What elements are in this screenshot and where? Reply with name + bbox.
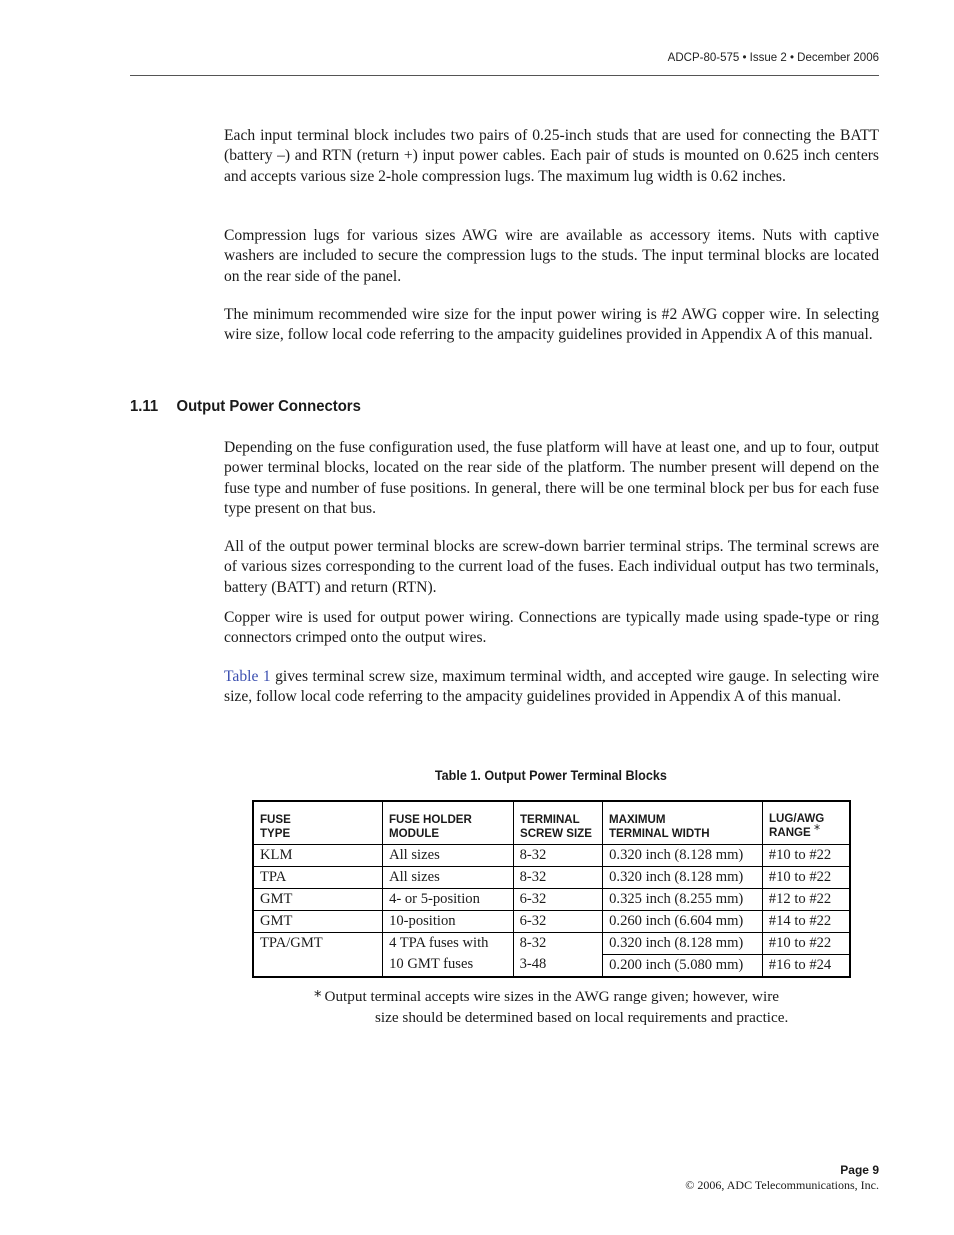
cell-screw-size: 8-32 3-48	[513, 933, 603, 978]
table-caption	[252, 767, 850, 783]
paragraph-minimum-wire-size: The minimum recommended wire size for the input power wiring is #2 AWG copper wire. In selecting wire size, follow local code referring to the ampacity guidelines provided in Appendix A of this manual.	[224, 306, 879, 344]
table-row	[253, 911, 850, 933]
header-lug-awg-range: LUG/AWG RANGE *	[762, 801, 850, 845]
cell-terminal-width: 0.325 inch (8.255 mm)	[603, 889, 763, 911]
cell-module: 4 TPA fuses with 10 GMT fuses	[383, 933, 514, 978]
cell-awg-range: #12 to #22	[762, 889, 850, 911]
cell-terminal-width: 0.320 inch (8.128 mm)	[603, 867, 763, 889]
footnote-line-1: Output terminal accepts wire sizes in the AWG range given; however, wire	[324, 988, 779, 1005]
page-footer	[500, 1162, 879, 1193]
cell-fuse-type: KLM	[253, 845, 383, 867]
paragraph-input-terminal-block: Each input terminal block includes two pairs of 0.25-inch studs that are used for connecting the BATT (battery –) and RTN (return +) input power cables. Each pair of studs is mounted on 0.625 inch centers and accepts various size 2-hole compression lugs. The maximum lug width is 0.62 inches.	[224, 127, 879, 185]
table-1-link[interactable]: Table 1	[224, 668, 271, 685]
cell-terminal-width: 0.320 inch (8.128 mm)	[603, 845, 763, 867]
cell-screw-size: 8-32	[513, 845, 603, 867]
cell-module: 10-position	[383, 911, 514, 933]
cell-fuse-type: TPA/GMT	[253, 933, 383, 978]
cell-awg-range: #10 to #22 #16 to #24	[762, 933, 850, 978]
header-fuse-holder-module: FUSE HOLDER MODULE	[383, 801, 514, 845]
header-terminal-screw-size: TERMINAL SCREW SIZE	[513, 801, 603, 845]
cell-screw-size: 8-32	[513, 867, 603, 889]
cell-screw-size: 6-32	[513, 889, 603, 911]
page-number: Page 9	[840, 1163, 879, 1177]
cell-awg-range: #14 to #22	[762, 911, 850, 933]
paragraph-barrier-strips: All of the output power terminal blocks are screw-down barrier terminal strips. The terminal screws are of various sizes corresponding to the current load of the fuses. Each individual output has two terminals, battery (BATT) and return (RTN).	[224, 538, 879, 596]
table-body	[253, 845, 850, 978]
cell-awg-range: #10 to #22	[762, 845, 850, 867]
cell-fuse-type: TPA	[253, 867, 383, 889]
cell-module: All sizes	[383, 867, 514, 889]
section-heading	[130, 398, 361, 416]
cell-fuse-type: GMT	[253, 911, 383, 933]
header-fuse-type: FUSE TYPE	[253, 801, 383, 845]
paragraph-fuse-configuration: Depending on the fuse configuration used, the fuse platform will have at least one, and up to four, output power terminal blocks, located on the rear side of the platform. The number present will depend on the fuse type and number of fuse positions. In general, there will be one terminal block per bus for each fuse type present on that bus.	[224, 439, 879, 517]
table-reference-text: gives terminal screw size, maximum terminal width, and accepted wire gauge. In selecting wire size, follow local code referring to the ampacity guidelines provided in Appendix A of this manual.	[224, 668, 879, 706]
cell-module: 4- or 5-position	[383, 889, 514, 911]
table-footnote	[314, 986, 844, 1028]
table-row	[253, 845, 850, 867]
footnote-marker: *	[813, 823, 820, 838]
footnote-line-2: size should be determined based on local requirements and practice.	[375, 1008, 789, 1026]
cell-screw-size: 6-32	[513, 911, 603, 933]
running-header: ADCP-80-575 • Issue 2 • December 2006	[667, 52, 879, 64]
table-header-row	[253, 801, 850, 845]
table-row	[253, 889, 850, 911]
output-power-terminal-table	[252, 800, 851, 978]
cell-module: All sizes	[383, 845, 514, 867]
footnote-asterisk: *	[314, 987, 322, 1005]
cell-awg-range: #10 to #22	[762, 867, 850, 889]
section-number: 1.11	[130, 398, 159, 415]
copyright-notice: © 2006, ADC Telecommunications, Inc.	[685, 1178, 879, 1192]
table-caption-text: Table 1. Output Power Terminal Blocks	[434, 767, 667, 783]
table-row-tpa-gmt	[253, 933, 850, 978]
paragraph-compression-lugs: Compression lugs for various sizes AWG wire are available as accessory items. Nuts with captive washers are included to secure the compression lugs to the studs. The input terminal blocks are located on the rear side of the panel.	[224, 227, 879, 285]
cell-fuse-type: GMT	[253, 889, 383, 911]
paragraph-table-reference	[224, 667, 879, 708]
cell-terminal-width: 0.260 inch (6.604 mm)	[603, 911, 763, 933]
cell-terminal-width: 0.320 inch (8.128 mm) 0.200 inch (5.080 mm)	[603, 933, 763, 978]
paragraph-copper-wire: Copper wire is used for output power wiring. Connections are typically made using spade-type or ring connectors crimped onto the output wires.	[224, 609, 879, 647]
table-row	[253, 867, 850, 889]
header-divider	[130, 75, 879, 76]
header-maximum-terminal-width: MAXIMUM TERMINAL WIDTH	[603, 801, 763, 845]
section-title: Output Power Connectors	[176, 398, 361, 415]
